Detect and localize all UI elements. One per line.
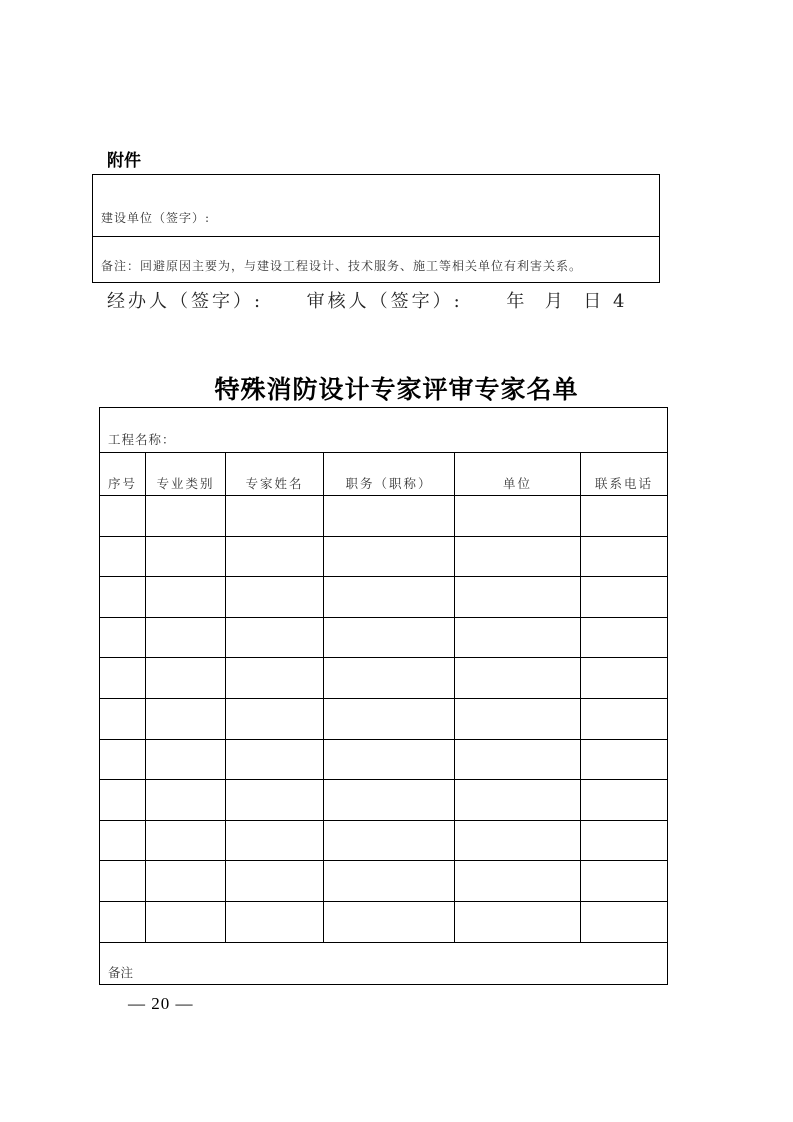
cell-expert-name[interactable] [226, 536, 324, 577]
signature-line: 经办人（签字）: 审核人（签字）: 年 月 日 4 [107, 291, 628, 312]
cell-expert-name[interactable] [226, 780, 324, 821]
cell-phone[interactable] [581, 739, 668, 780]
table-row [100, 698, 668, 739]
cell-index[interactable] [100, 577, 146, 618]
expert-roster-table [99, 407, 668, 985]
cell-title[interactable] [324, 577, 455, 618]
cell-index[interactable] [100, 861, 146, 902]
table-header-row [100, 453, 668, 496]
table-row [100, 861, 668, 902]
table-row [100, 658, 668, 699]
attachment-label: 附件 [107, 151, 141, 171]
cell-phone[interactable] [581, 780, 668, 821]
cell-phone[interactable] [581, 698, 668, 739]
cell-unit[interactable] [455, 536, 581, 577]
project-name-label: 工程名称： [108, 432, 176, 447]
cell-specialty[interactable] [146, 496, 226, 537]
cell-unit[interactable] [455, 698, 581, 739]
cell-expert-name[interactable] [226, 739, 324, 780]
cell-expert-name[interactable] [226, 658, 324, 699]
cell-specialty[interactable] [146, 780, 226, 821]
cell-specialty[interactable] [146, 861, 226, 902]
cell-phone[interactable] [581, 820, 668, 861]
cell-title[interactable] [324, 901, 455, 942]
cell-phone[interactable] [581, 901, 668, 942]
cell-index[interactable] [100, 617, 146, 658]
cell-expert-name[interactable] [226, 698, 324, 739]
col-header-phone: 联系电话 [581, 453, 668, 496]
cell-title[interactable] [324, 496, 455, 537]
cell-unit[interactable] [455, 861, 581, 902]
cell-index[interactable] [100, 536, 146, 577]
cell-specialty[interactable] [146, 739, 226, 780]
cell-expert-name[interactable] [226, 617, 324, 658]
remark-text: 备注：回避原因主要为，与建设工程设计、技术服务、施工等相关单位有利害关系。 [101, 259, 583, 273]
table-row [100, 496, 668, 537]
cell-unit[interactable] [455, 617, 581, 658]
cell-unit[interactable] [455, 577, 581, 618]
col-header-specialty: 专业类别 [146, 453, 226, 496]
cell-expert-name[interactable] [226, 901, 324, 942]
cell-specialty[interactable] [146, 577, 226, 618]
cell-phone[interactable] [581, 536, 668, 577]
remark-field[interactable] [100, 942, 668, 984]
table-row [100, 617, 668, 658]
document-title: 特殊消防设计专家评审专家名单 [214, 375, 579, 404]
signature-box [92, 174, 660, 283]
table-row [100, 820, 668, 861]
cell-phone[interactable] [581, 861, 668, 902]
cell-title[interactable] [324, 536, 455, 577]
cell-phone[interactable] [581, 496, 668, 537]
col-header-expert-name: 专家姓名 [226, 453, 324, 496]
cell-phone[interactable] [581, 658, 668, 699]
cell-specialty[interactable] [146, 901, 226, 942]
cell-title[interactable] [324, 658, 455, 699]
project-name-row [100, 408, 668, 453]
remark-label: 备注 [108, 964, 134, 980]
construction-unit-row [93, 175, 659, 237]
cell-phone[interactable] [581, 577, 668, 618]
table-row [100, 536, 668, 577]
cell-index[interactable] [100, 496, 146, 537]
cell-title[interactable] [324, 780, 455, 821]
cell-index[interactable] [100, 901, 146, 942]
cell-expert-name[interactable] [226, 496, 324, 537]
cell-index[interactable] [100, 658, 146, 699]
cell-expert-name[interactable] [226, 577, 324, 618]
cell-index[interactable] [100, 698, 146, 739]
cell-unit[interactable] [455, 820, 581, 861]
cell-index[interactable] [100, 780, 146, 821]
table-row [100, 739, 668, 780]
cell-specialty[interactable] [146, 698, 226, 739]
col-header-index: 序号 [100, 453, 146, 496]
cell-unit[interactable] [455, 780, 581, 821]
cell-title[interactable] [324, 617, 455, 658]
cell-title[interactable] [324, 820, 455, 861]
cell-unit[interactable] [455, 496, 581, 537]
remark-row [100, 942, 668, 984]
cell-specialty[interactable] [146, 658, 226, 699]
cell-index[interactable] [100, 739, 146, 780]
cell-title[interactable] [324, 739, 455, 780]
cell-specialty[interactable] [146, 617, 226, 658]
table-row [100, 577, 668, 618]
cell-unit[interactable] [455, 739, 581, 780]
project-name-field[interactable] [100, 408, 668, 453]
cell-title[interactable] [324, 861, 455, 902]
col-header-unit: 单位 [455, 453, 581, 496]
cell-specialty[interactable] [146, 820, 226, 861]
cell-unit[interactable] [455, 658, 581, 699]
col-header-title: 职务（职称） [324, 453, 455, 496]
cell-specialty[interactable] [146, 536, 226, 577]
cell-title[interactable] [324, 698, 455, 739]
cell-expert-name[interactable] [226, 861, 324, 902]
table-row [100, 901, 668, 942]
cell-expert-name[interactable] [226, 820, 324, 861]
cell-unit[interactable] [455, 901, 581, 942]
construction-unit-sign-label: 建设单位（签字）: [101, 211, 211, 225]
page-number: — 20 — [128, 994, 194, 1013]
cell-index[interactable] [100, 820, 146, 861]
table-row [100, 780, 668, 821]
cell-phone[interactable] [581, 617, 668, 658]
